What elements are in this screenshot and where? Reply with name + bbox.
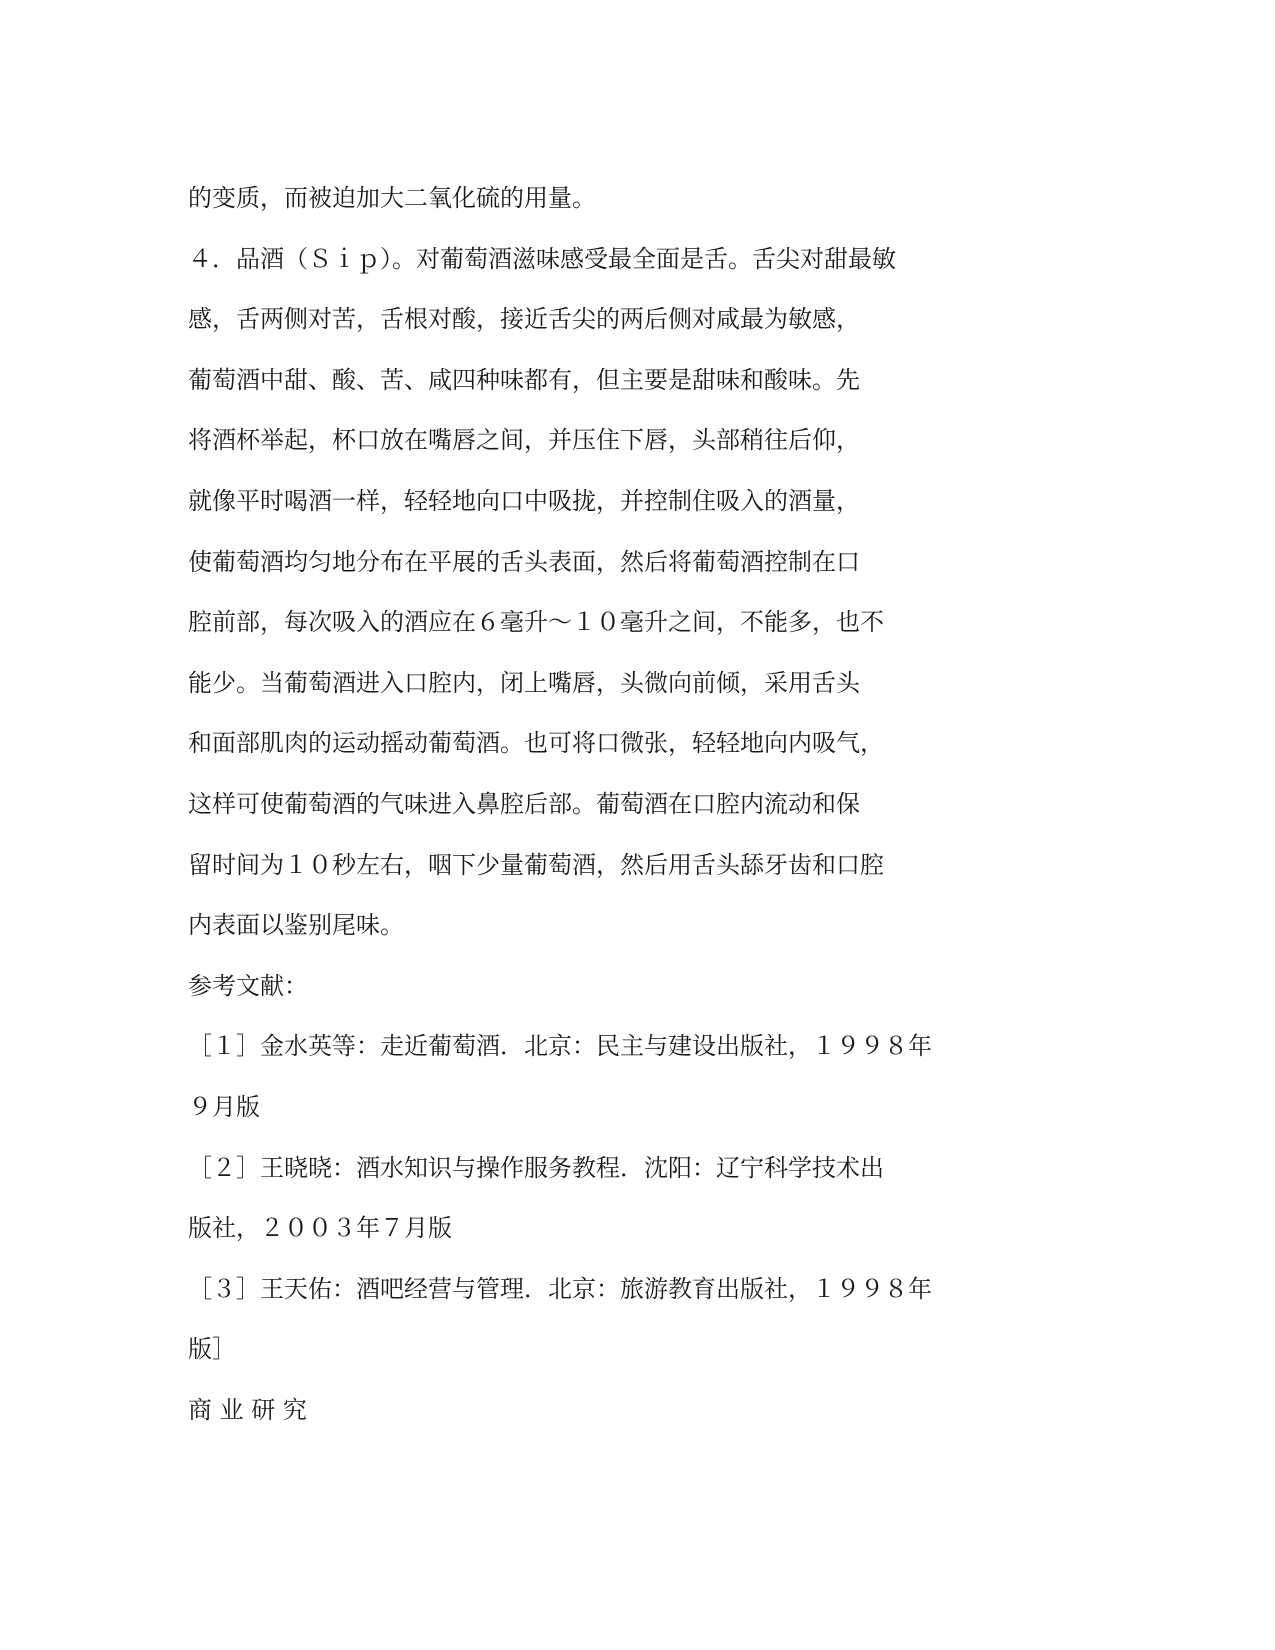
text-line-3: 感，舌两侧对苦，舌根对酸，接近舌尖的两后侧对咸最为敏感， xyxy=(188,305,860,334)
text-line-6: 就像平时喝酒一样，轻轻地向口中吸拢，并控制住吸入的酒量， xyxy=(188,486,860,515)
text-line-9: 能少。当葡萄酒进入口腔内，闭上嘴唇，头微向前倾，采用舌头 xyxy=(188,668,860,697)
reference-3-line-1: ［３］王天佑：酒吧经营与管理．北京：旅游教育出版社，１９９８年 xyxy=(188,1274,932,1303)
text-line-13: 内表面以鉴别尾味。 xyxy=(188,911,404,940)
text-line-8: 腔前部，每次吸入的酒应在６毫升～１０毫升之间，不能多，也不 xyxy=(188,608,884,637)
text-line-7: 使葡萄酒均匀地分布在平展的舌头表面，然后将葡萄酒控制在口 xyxy=(188,547,860,576)
text-line-10: 和面部肌肉的运动摇动葡萄酒。也可将口微张，轻轻地向内吸气， xyxy=(188,729,884,758)
reference-1-line-1: ［１］金水英等：走近葡萄酒．北京：民主与建设出版社，１９９８年 xyxy=(188,1032,932,1061)
text-line-5: 将酒杯举起，杯口放在嘴唇之间，并压住下唇，头部稍往后仰， xyxy=(188,426,860,455)
body-text xyxy=(188,168,1008,1440)
text-line-2: ４．品酒（Ｓｉｐ）。对葡萄酒滋味感受最全面是舌。舌尖对甜最敏 xyxy=(188,244,896,273)
text-line-1: 的变质，而被迫加大二氧化硫的用量。 xyxy=(188,184,596,212)
reference-2-line-1: ［２］王晓晓：酒水知识与操作服务教程．沈阳：辽宁科学技术出 xyxy=(188,1153,884,1182)
text-line-12: 留时间为１０秒左右，咽下少量葡萄酒，然后用舌头舔牙齿和口腔 xyxy=(188,850,884,879)
text-line-4: 葡萄酒中甜、酸、苦、咸四种味都有，但主要是甜味和酸味。先 xyxy=(188,365,860,394)
references-heading: 参考文献： xyxy=(188,971,308,1000)
reference-3-line-2: 版］ xyxy=(188,1335,236,1364)
reference-2-line-2: 版社，２００３年７月版 xyxy=(188,1214,452,1243)
text-line-11: 这样可使葡萄酒的气味进入鼻腔后部。葡萄酒在口腔内流动和保 xyxy=(188,789,860,818)
journal-name: 商 业 研 究 xyxy=(188,1395,307,1424)
reference-1-line-2: ９月版 xyxy=(188,1092,260,1121)
